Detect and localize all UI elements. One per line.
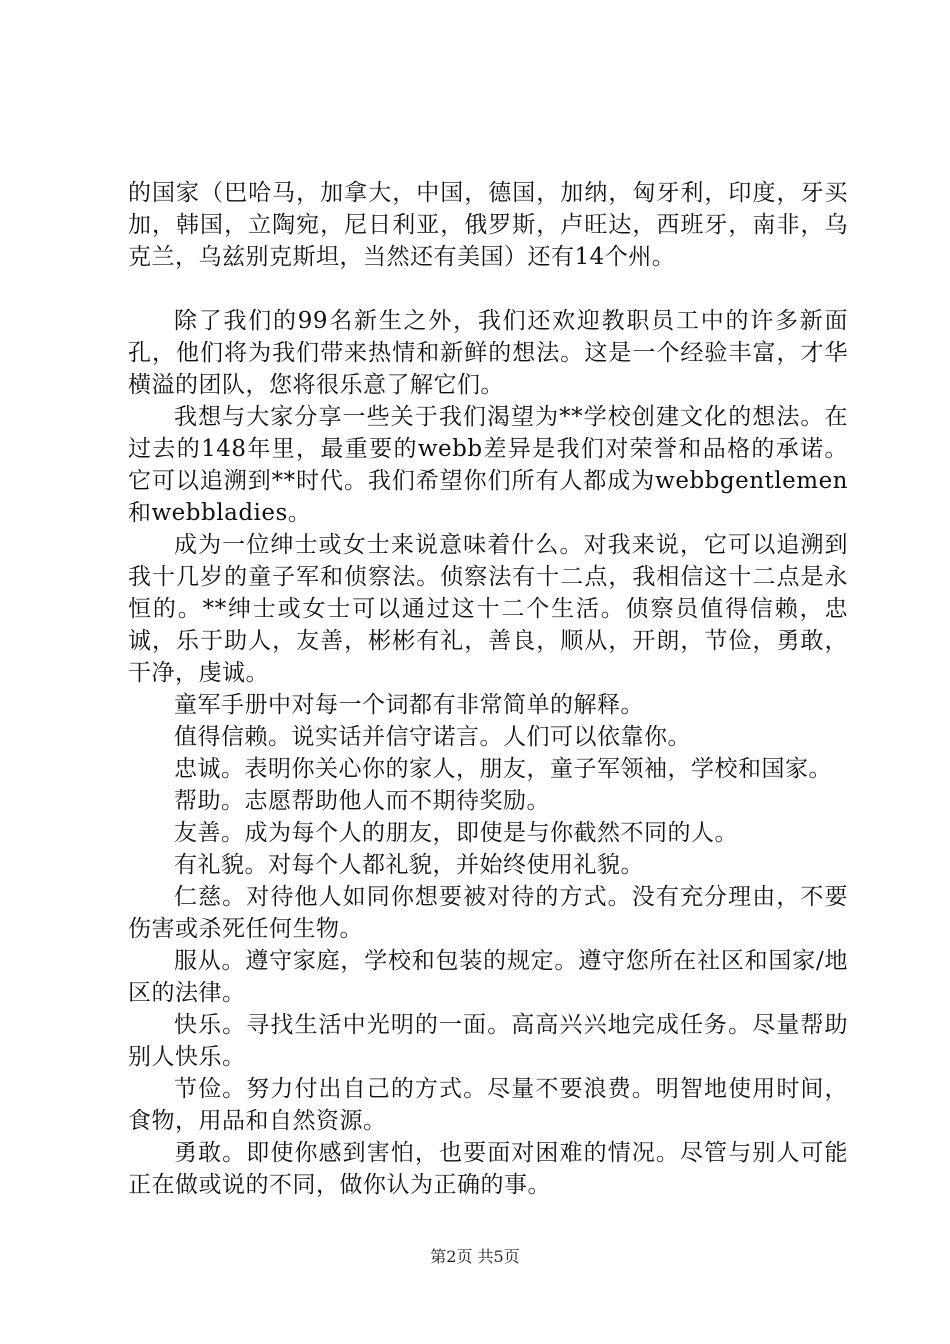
paragraph: 有礼貌。对每个人都礼貌，并始终使用礼貌。	[174, 852, 644, 878]
paragraph: 帮助。志愿帮助他人而不期待奖励。	[174, 788, 550, 814]
paragraph: 忠诚。表明你关心你的家人，朋友，童子军领袖，学校和国家。	[174, 756, 832, 782]
paragraph: 童军手册中对每一个词都有非常简单的解释。	[174, 692, 644, 718]
paragraph: 节俭。努力付出自己的方式。尽量不要浪费。明智地使用时间，食物，用品和自然资源。	[128, 1076, 848, 1134]
paragraph: 值得信赖。说实话并信守诺言。人们可以依靠你。	[174, 724, 691, 750]
paragraph: 除了我们的99名新生之外，我们还欢迎教职员工中的许多新面孔，他们将为我们带来热情和新鲜的想法。这是一个经验丰富，才华横溢的团队，您将很乐意了解它们。	[128, 308, 848, 398]
paragraph: 快乐。寻找生活中光明的一面。高高兴兴地完成任务。尽量帮助别人快乐。	[128, 1012, 848, 1070]
paragraph: 仁慈。对待他人如同你想要被对待的方式。没有充分理由，不要伤害或杀死任何生物。	[128, 884, 848, 942]
page-number-footer: 第2页 共5页	[430, 1247, 520, 1266]
paragraph: 勇敢。即使你感到害怕，也要面对困难的情况。尽管与别人可能正在做或说的不同，做你认为正确的事。	[128, 1140, 848, 1198]
document-body	[128, 177, 848, 1201]
paragraph: 的国家（巴哈马，加拿大，中国，德国，加纳，匈牙利，印度，牙买加，韩国，立陶宛，尼日利亚，俄罗斯，卢旺达，西班牙，南非，乌克兰，乌兹别克斯坦，当然还有美国）还有14个州。	[128, 180, 848, 270]
paragraph: 服从。遵守家庭，学校和包装的规定。遵守您所在社区和国家/地区的法律。	[128, 948, 848, 1006]
paragraph: 我想与大家分享一些关于我们渴望为**学校创建文化的想法。在过去的148年里，最重要的webb差异是我们对荣誉和品格的承诺。它可以追溯到**时代。我们希望你们所有人都成为webbgentlemen和webbladies。	[128, 404, 848, 526]
paragraph-gap	[128, 273, 848, 305]
paragraph: 成为一位绅士或女士来说意味着什么。对我来说，它可以追溯到我十几岁的童子军和侦察法。侦察法有十二点，我相信这十二点是永恒的。**绅士或女士可以通过这十二个生活。侦察员值得信赖，忠诚，乐于助人，友善，彬彬有礼，善良，顺从，开朗，节俭，勇敢，干净，虔诚。	[128, 532, 848, 686]
paragraph: 友善。成为每个人的朋友，即使是与你截然不同的人。	[174, 820, 738, 846]
